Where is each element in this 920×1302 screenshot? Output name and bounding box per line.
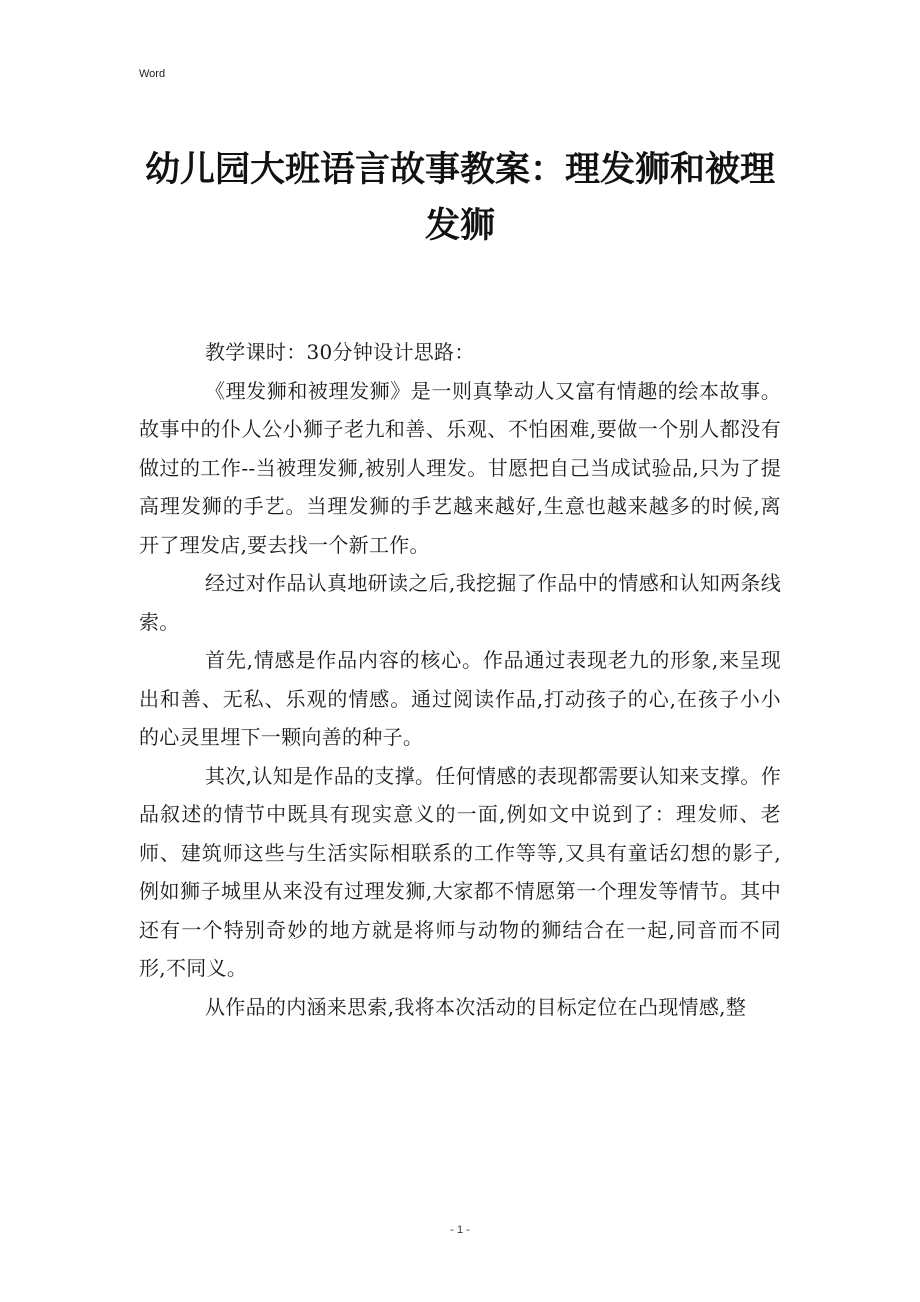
paragraph-cognition: 其次,认知是作品的支撑。任何情感的表现都需要认知来支撑。作品叙述的情节中既具有现实意义的一面,例如文中说到了：理发师、老师、建筑师这些与生活实际相联系的工作等等,又具有童话幻想的影子,例如狮子城里从来没有过理发狮,大家都不情愿第一个理发等情节。其中还有一个特别奇妙的地方就是将师与动物的狮结合在一起,同音而不同形,不同义。	[139, 763, 781, 980]
paragraph-goal: 从作品的内涵来思索,我将本次活动的目标定位在凸现情感,整	[205, 994, 747, 1019]
paragraph-story-intro: 《理发狮和被理发狮》是一则真挚动人又富有情趣的绘本故事。故事中的仆人公小狮子老九和善、乐观、不怕困难,要做一个别人都没有做过的工作--当被理发狮,被别人理发。甘愿把自己当成试验品,只为了提高理发狮的手艺。当理发狮的手艺越来越好,生意也越来越多的时候,离开了理发店,要去找一个新工作。	[139, 378, 781, 557]
document-body	[139, 333, 781, 1026]
paragraph-analysis: 经过对作品认真地研读之后,我挖掘了作品中的情感和认知两条线索。	[139, 571, 781, 634]
document-title: 幼儿园大班语言故事教案：理发狮和被理发狮	[144, 149, 775, 246]
paragraph-emotion: 首先,情感是作品内容的核心。作品通过表现老九的形象,来呈现出和善、无私、乐观的情感。通过阅读作品,打动孩子的心,在孩子小小的心灵里埋下一颗向善的种子。	[139, 648, 781, 749]
page-number: - 1 -	[450, 1224, 470, 1236]
paragraph-lesson-time: 教学课时：30分钟设计思路：	[205, 340, 475, 364]
header-word-label: Word	[139, 68, 166, 80]
